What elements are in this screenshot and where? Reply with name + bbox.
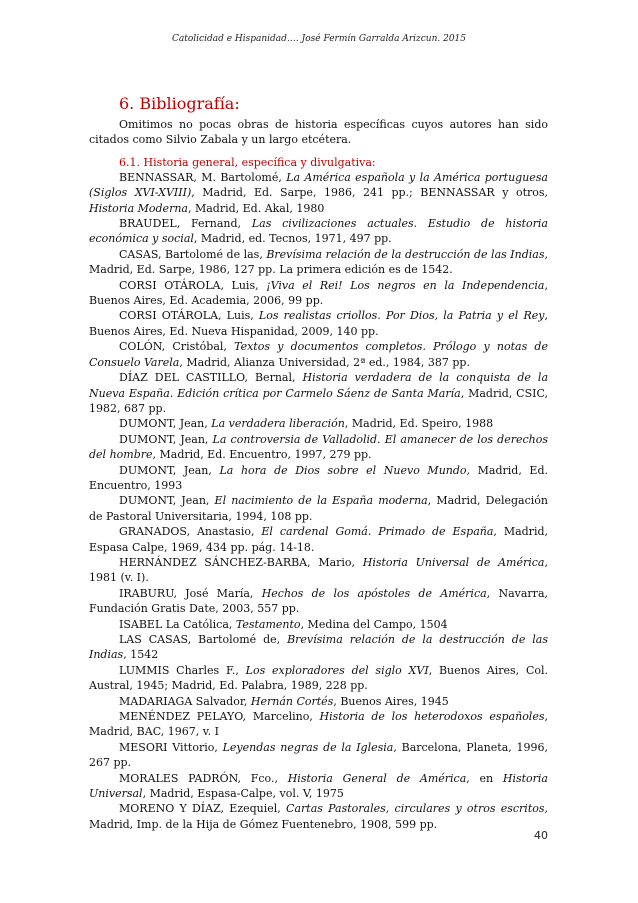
bibliography-entry [89, 694, 548, 709]
entry-text: BENNASSAR, M. Bartolomé, [119, 170, 287, 184]
entry-text: , Buenos Aires, Col. Austral, 1945; Madrid, Ed. Palabra, 1989, 228 pp. [89, 663, 548, 693]
entry-title: Los realistas criollos. Por Dios, la Patria y el Rey [258, 309, 545, 323]
entry-title: Historia General de América [287, 771, 467, 785]
entry-text: , Madrid, Imp. de la Hija de Gómez Fuentenebro, 1908, 599 pp. [89, 802, 549, 831]
bibliography-entry [89, 555, 548, 586]
page-number: 40 [534, 829, 548, 842]
entry-text: , Buenos Aires, 1945 [333, 694, 449, 708]
bibliography-entry [89, 632, 548, 663]
bibliography-entry [89, 663, 548, 694]
bibliography-entry [89, 432, 548, 463]
entry-text: LAS CASAS, Bartolomé de, [119, 633, 288, 646]
intro-paragraph: Omitimos no pocas obras de historia específicas cuyos autores han sido citados como Silvio Zabala y un largo etcétera. [89, 118, 548, 147]
entry-text: DUMONT, Jean, [119, 432, 213, 446]
entry-text: , 1981 (v. I). [89, 555, 548, 585]
entry-text: IRABURU, José María, [119, 586, 262, 600]
entry-text: DUMONT, Jean, [119, 494, 215, 508]
bibliography-list [89, 170, 548, 832]
entry-text: COLÓN, Cristóbal, [119, 340, 235, 354]
entry-title: El nacimiento de la España moderna [214, 494, 428, 508]
bibliography-entry [89, 740, 548, 771]
entry-title: Hechos de los apóstoles de América [261, 586, 487, 600]
subsection-title: 6.1. Historia general, específica y divulgativa: [119, 155, 376, 169]
bibliography-entry [89, 339, 548, 370]
entry-title: La hora de Dios sobre el Nuevo Mundo, [219, 463, 471, 477]
entry-text: , Madrid, Espasa-Calpe, vol. V, 1975 [142, 787, 344, 801]
entry-title: Textos y documentos completos. Prólogo y notas de Consuelo Varela [89, 340, 548, 369]
entry-title: Historia Moderna [89, 201, 188, 215]
entry-text: , Buenos Aires, Ed. Nueva Hispanidad, 2009, 140 pp. [89, 309, 548, 338]
bibliography-entry [89, 308, 548, 339]
section-title: 6. Bibliografía: [119, 94, 240, 113]
entry-text: DUMONT, Jean, [119, 463, 220, 477]
bibliography-entry [89, 771, 548, 802]
entry-text: , Madrid, ed. Tecnos, 1971, 497 pp. [193, 232, 392, 246]
entry-title: Cartas Pastorales, circulares y otros escritos [286, 802, 545, 816]
bibliography-entry [89, 493, 548, 524]
bibliography-entry [89, 801, 548, 832]
entry-text: DÍAZ DEL CASTILLO, Bernal, [119, 371, 303, 385]
entry-title: Historia Universal de América [362, 555, 545, 569]
entry-title: La verdadera liberación [211, 417, 345, 431]
entry-title: Historia Universal [89, 771, 548, 801]
bibliography-entry [89, 278, 548, 309]
entry-text: , Madrid, CSIC, 1982, 687 pp. [89, 386, 548, 415]
bibliography-entry [89, 586, 548, 617]
entry-text: , Madrid, Espasa Calpe, 1969, 434 pp. pág. 14-18. [89, 525, 548, 554]
entry-title: Brevísima relación de la destrucción de las Indias [266, 247, 545, 261]
entry-title: Los exploradores del siglo XVI [245, 663, 429, 677]
entry-text: CORSI OTÁROLA, Luis, [119, 278, 267, 292]
entry-text: , Madrid, BAC, 1967, v. I [89, 710, 548, 739]
bibliography-entry [89, 247, 548, 278]
entry-text: , en [466, 771, 503, 785]
entry-text: , 1542 [123, 648, 159, 662]
entry-text: , Madrid, Alianza Universidad, 2ª ed., 1984, 387 pp. [179, 355, 470, 369]
entry-text: MADARIAGA Salvador, [119, 694, 251, 708]
entry-text: , Madrid, Delegación de Pastoral Universitaria, 1994, 108 pp. [89, 494, 548, 523]
bibliography-entry [89, 463, 548, 494]
entry-text: , Buenos Aires, Ed. Academia, 2006, 99 pp. [89, 278, 548, 308]
entry-title: Hernán Cortés [250, 694, 334, 708]
entry-text: , Madrid, Ed. Speiro, 1988 [344, 417, 494, 431]
entry-text: CASAS, Bartolomé de las, [119, 247, 267, 261]
entry-text: MESORI Vittorio, [119, 740, 223, 754]
entry-text: BRAUDEL, Fernand, [119, 217, 252, 231]
entry-text: , Madrid, Ed. Sarpe, 1986, 127 pp. La primera edición es de 1542. [89, 247, 548, 277]
entry-text: DUMONT, Jean, [119, 417, 212, 431]
entry-title: Leyendas negras de la Iglesia [222, 740, 394, 754]
bibliography-entry [89, 170, 548, 216]
entry-text: , Navarra, Fundación Gratis Date, 2003, 557 pp. [89, 586, 548, 616]
bibliography-entry [89, 709, 548, 740]
bibliography-entry [89, 370, 548, 416]
running-header: Catolicidad e Hispanidad…. José Fermín Garralda Arizcun. 2015 [171, 34, 466, 44]
entry-text: , Barcelona, Planeta, 1996, 267 pp. [89, 740, 548, 770]
entry-title: El cardenal Gomá. Primado de España [261, 525, 494, 539]
entry-title: La controversia de Valladolid. El amanecer de los derechos del hombre [89, 432, 549, 462]
bibliography-entry [89, 416, 548, 431]
entry-text: CORSI OTÁROLA, Luis, [119, 309, 259, 323]
bibliography-entry [89, 617, 548, 632]
entry-title: Las civilizaciones actuales. Estudio de historia económica y social [89, 217, 548, 246]
entry-title: Brevísima relación de la destrucción de las Indias [89, 633, 549, 662]
entry-title: Testamento [235, 617, 301, 631]
page-content [89, 94, 548, 832]
entry-title: La América española y la América portuguesa (Siglos XVI-XVIII) [89, 170, 548, 200]
entry-text: , Madrid, Ed. Encuentro, 1997, 279 pp. [152, 448, 372, 462]
entry-text: MORENO Y DÍAZ, Ezequiel, [119, 802, 287, 816]
bibliography-entry [89, 216, 548, 247]
entry-text: GRANADOS, Anastasio, [119, 525, 262, 539]
entry-text: , Medina del Campo, 1504 [300, 617, 448, 631]
entry-title: Historia de los heterodoxos españoles [319, 710, 545, 724]
entry-text: Madrid, Ed. Encuentro, 1993 [89, 463, 548, 492]
entry-text: ISABEL La Católica, [119, 617, 236, 631]
entry-text: , Madrid, Ed. Akal, 1980 [187, 201, 325, 215]
entry-text: MENÉNDEZ PELAYO, Marcelino, [119, 710, 320, 724]
entry-text: LUMMIS Charles F., [119, 663, 246, 677]
entry-text: HERNÁNDEZ SÁNCHEZ-BARBA, Mario, [119, 555, 363, 569]
entry-title: ¡Viva el Rei! Los negros en la Independencia [266, 278, 545, 292]
bibliography-entry [89, 524, 548, 555]
entry-text: MORALES PADRÓN, Fco., [119, 771, 288, 785]
entry-title: Historia verdadera de la conquista de la Nueva España. Edición crítica por Carmelo Sáenz de Santa María [89, 371, 548, 400]
entry-text: , Madrid, Ed. Sarpe, 1986, 241 pp.; BENNASSAR y otros, [191, 186, 549, 200]
